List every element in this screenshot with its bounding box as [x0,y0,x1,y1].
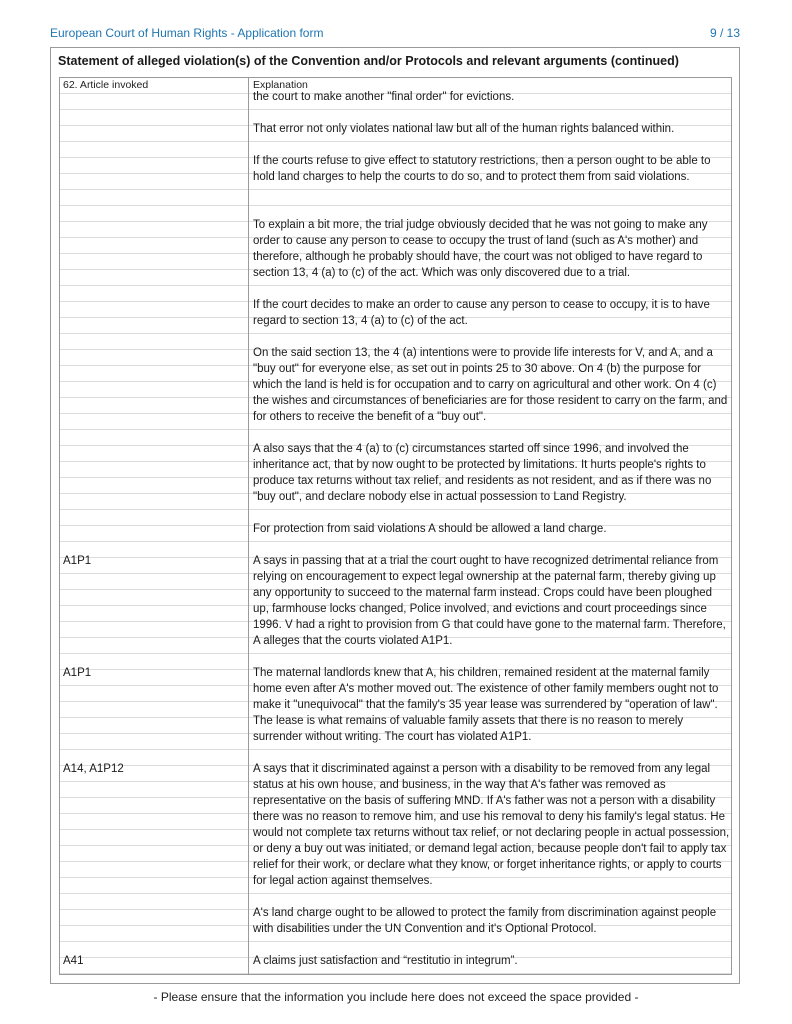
violations-table [59,77,732,975]
page-header [50,26,740,42]
explanation-paragraph: A says that it discriminated against a person with a disability to be removed from any legal status at his own house, and business, in the way that A's father was removed as representative on the basis of suffering MND. If A's father was not a person with a disability there was no reason to remove him, and use his removal to deny his family's legal status. He would not complete tax returns without tax relief, or not declaring people in actual possession, or deny a buy out was initiated, or demand legal action, because people don't fail to apply tax relief for their work, or declare what they know, or forget inheritance rights, or apply to courts for legal action against themselves. [253,763,730,887]
article-invoked: A14, A1P12 [63,763,124,775]
column-divider [248,78,249,974]
explanation-paragraph: the court to make another "final order" for evictions. [253,91,515,103]
explanation-paragraph: If the courts refuse to give effect to statutory restrictions, then a person ought to be able to hold land charges to help the courts to do so, and to protect them from said violations. [253,155,711,183]
explanation-paragraph: A claims just satisfaction and “restitutio in integrum”. [253,955,518,967]
space-notice: - Please ensure that the information you include here does not exceed the space provided - [153,990,639,1004]
explanation-paragraph: For protection from said violations A should be allowed a land charge. [253,523,607,535]
explanation-paragraph: The maternal landlords knew that A, his children, remained resident at the maternal family home even after A's mother moved out. The existence of other family members ought not to make it "unequivocal" that the family's 35 year lease was surrendered by "operation of law". The lease is what remains of valuable family assets that there is no reason to merely surrender without writing. The court has violated A1P1. [253,667,719,743]
explanation-paragraph: That error not only violates national law but all of the human rights balanced within. [253,123,675,135]
explanation-paragraph: To explain a bit more, the trial judge obviously decided that he was not going to make any order to cause any person to cease to occupy the trust of land (such as A's mother) and therefore, although he probably should have, the court was not obliged to have regard to section 13, 4 (a) to (c) of the act. Which was only discovered due to a trial. [253,219,708,279]
explanation-column-header: Explanation [253,79,308,91]
explanation-paragraph: If the court decides to make an order to cause any person to cease to occupy, it is to have regard to section 13, 4 (a) to (c) of the act. [253,299,710,327]
article-invoked: A1P1 [63,667,92,679]
article-invoked: A41 [63,955,84,967]
page-number: 9 / 13 [709,26,740,40]
section-title: Statement of alleged violation(s) of the Convention and/or Protocols and relevant arguments (continued) [58,54,679,68]
statement-section [50,47,740,984]
article-column-header: 62. Article invoked [63,79,149,91]
explanation-paragraph: A's land charge ought to be allowed to protect the family from discrimination against people with disabilities under the UN Convention and it's Optional Protocol. [253,907,717,935]
explanation-paragraph: A also says that the 4 (a) to (c) circumstances started off since 1996, and involved the inheritance act, that by now ought to be protected by limitations. It hurts people's rights to produce tax returns without tax relief, and residents as not resident, and as if there was no "buy out", and declare nobody else in actual possession to Land Registry. [253,443,712,503]
article-invoked: A1P1 [63,555,92,567]
explanation-paragraph: A says in passing that at a trial the court ought to have recognized detrimental reliance from relying on encouragement to expect legal ownership at the paternal farm, thereby giving up any opportunity to succeed to the maternal farm instead. Crops could have been ploughed up, farmhouse locks changed, Police involved, and evictions and court proceedings since 1996. V had a right to provision from G that could have gone to the maternal farm. Therefore, A alleges that the courts violated A1P1. [253,555,726,647]
form-title: European Court of Human Rights - Application form [50,26,324,40]
explanation-paragraph: On the said section 13, the 4 (a) intentions were to provide life interests for V, and A, and a "buy out" for everyone else, as set out in points 25 to 30 above. On 4 (b) the purpose for which the land is held is for occupation and to carry on agricultural and other work. On 4 (c) the wishes and circumstances of beneficiaries are for those resident to carry on the farm, and for others to receive the benefit of a "buy out". [253,347,728,423]
